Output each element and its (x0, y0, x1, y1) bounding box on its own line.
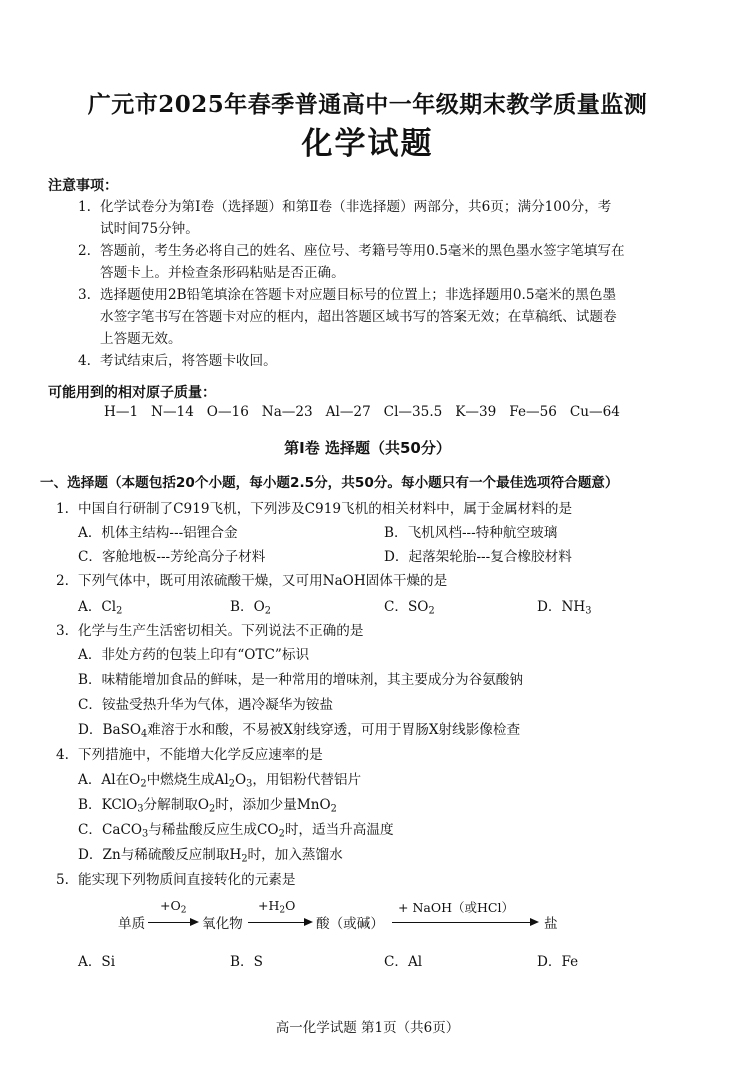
scheme-salt: 盐 (544, 916, 558, 932)
q1-option-c: C．客舱地板---芳纶高分子材料 (78, 549, 266, 565)
q3-option-a: A．非处方药的包装上印有“OTC”标识 (78, 647, 310, 663)
q4-option-d: D．Zn与稀硫酸反应制取$H_2$时，加入蒸馏水 (78, 847, 343, 865)
scheme-reagent-2: $+H_2O$ (258, 898, 296, 916)
q1-option-b: B．飞机风档---特种航空玻璃 (384, 525, 558, 541)
note-2-line-2: 答题卡上。并检查条形码粘贴是否正确。 (100, 265, 345, 281)
q5-option-b: B．S (230, 954, 263, 970)
scheme-reagent-3: + NaOH（或HCl） (398, 900, 514, 915)
scheme-arrow-2 (248, 922, 306, 923)
scheme-acid-or-base: 酸（或碱） (316, 916, 384, 932)
note-3-line-1: 3. 选择题使用2B铅笔填涂在答题卡对应题目标号的位置上；非选择题用0.5毫米的黑色墨 (78, 287, 617, 303)
note-3-line-2: 水签字笔书写在答题卡对应的框内，超出答题区域书写的答案无效；在草稿纸、试题卷 (100, 309, 617, 325)
q3-option-c: C．铵盐受热升华为气体，遇冷凝华为铵盐 (78, 697, 334, 713)
scheme-arrowhead-2 (304, 918, 313, 926)
page-footer: 高一化学试题 第1页（共6页） (275, 1020, 460, 1036)
scheme-arrow-3 (392, 922, 532, 923)
scheme-element: 单质 (118, 916, 146, 932)
scheme-arrow-1 (148, 922, 192, 923)
q1-option-a: A．机体主结构---铝锂合金 (78, 525, 238, 541)
notes-heading: 注意事项： (48, 178, 118, 194)
scheme-reagent-1: $+O_2$ (160, 898, 187, 916)
question-3-stem: 3. 化学与生产生活密切相关。下列说法不正确的是 (56, 623, 364, 639)
q3-option-b: B．味精能增加食品的鲜味，是一种常用的增味剂，其主要成分为谷氨酸钠 (78, 672, 523, 688)
section1-heading: 一、选择题（本题包括20个小题，每小题2.5分，共50分。每小题只有一个最佳选项符合题意） (40, 475, 619, 491)
atomic-masses-heading: 可能用到的相对原子质量： (48, 385, 216, 401)
q5-option-d: D．Fe (537, 954, 579, 970)
q4-option-c: C．CaCO$_3$与稀盐酸反应生成$CO_2$时，适当升高温度 (78, 822, 394, 840)
question-2-stem: 2. 下列气体中，既可用浓硫酸干燥，又可用NaOH固体干燥的是 (56, 573, 448, 589)
note-1-line-2: 试时间75分钟。 (100, 221, 199, 237)
q5-option-a: A．Si (78, 954, 116, 970)
question-5-stem: 5. 能实现下列物质间直接转化的元素是 (56, 872, 296, 888)
scheme-oxide: 氧化物 (202, 916, 243, 932)
q1-option-d: D．起落架轮胎---复合橡胶材料 (384, 549, 572, 565)
subject-title: 化学试题 (301, 126, 434, 162)
q2-option-a: A．$Cl_2$ (78, 599, 123, 617)
q4-option-a: A．Al在$O_2$中燃烧生成$Al_2O_3$，用铝粉代替铝片 (78, 772, 362, 790)
scheme-arrowhead-3 (530, 918, 539, 926)
q2-option-c: C．$SO_2$ (384, 599, 435, 617)
atomic-masses-values: H—1 N—14 O—16 Na—23 Al—27 Cl—35.5 K—39 Fe—56 Cu—64 (104, 404, 620, 420)
question-1-stem: 1. 中国自行研制了C919飞机，下列涉及C919飞机的相关材料中，属于金属材料的是 (56, 501, 573, 517)
q2-option-d: D．$NH_3$ (537, 599, 592, 617)
note-1-line-1: 1. 化学试卷分为第Ⅰ卷（选择题）和第Ⅱ卷（非选择题）两部分，共6页；满分100分，考 (78, 199, 612, 215)
q5-option-c: C．Al (384, 954, 423, 970)
note-2-line-1: 2. 答题前，考生务必将自己的姓名、座位号、考籍号等用0.5毫米的黑色墨水签字笔填写在 (78, 243, 625, 259)
volume1-title: 第Ⅰ卷 选择题（共50分） (284, 439, 451, 457)
scheme-arrowhead-1 (190, 918, 199, 926)
question-4-stem: 4. 下列措施中，不能增大化学反应速率的是 (56, 747, 323, 763)
q4-option-b: B．KClO$_3$分解制取$O_2$时，添加少量MnO$_2$ (78, 797, 337, 815)
note-4-line-1: 4. 考试结束后，将答题卡收回。 (78, 353, 277, 369)
exam-title: 广元市2025年春季普通高中一年级期末教学质量监测 (87, 91, 648, 118)
q2-option-b: B．$O_2$ (230, 599, 271, 617)
note-3-line-3: 上答题无效。 (100, 331, 182, 347)
q3-option-d: D．BaSO$_4$难溶于水和酸，不易被X射线穿透，可用于胃肠X射线影像检查 (78, 722, 521, 740)
